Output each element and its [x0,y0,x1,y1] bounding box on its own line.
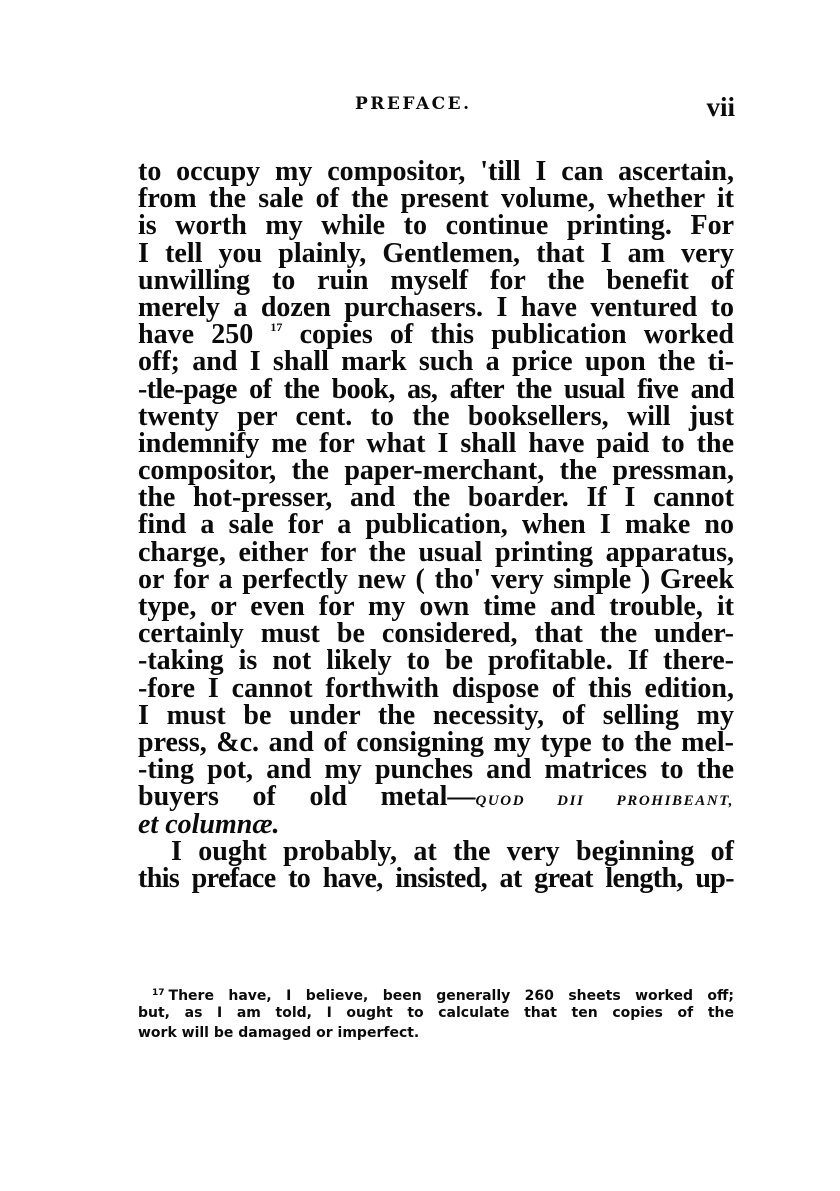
page-number: vii [706,92,735,122]
text-line: certainly must be considered, that the under- [138,618,734,650]
text-line: press, &c. and of consigning my type to the mel- [138,726,734,758]
footnote [138,983,734,1043]
footnote-mark: 17 [152,988,165,998]
paragraph-start-line: I ought probably, at the very beginning of [171,835,734,867]
text-line: merely a dozen purchasers. I have ventured to [138,291,734,323]
text-line: or for a perfectly new ( tho' very simple ) Greek [138,563,734,595]
text-line: -tle-page of the book, as, after the usual five and [138,373,734,405]
text-line: twenty per cent. to the booksellers, will just [138,400,734,432]
text-line-with-note-ref [138,319,735,351]
text-line: -taking is not likely to be profitable. If there- [138,645,734,677]
text-line: compositor, the paper-merchant, the pressman, [138,455,734,487]
page-title: PREFACE. [355,94,472,114]
text-line: charge, either for the usual printing apparatus, [138,536,734,568]
text-line: this preface to have, insisted, at great length, up- [138,862,734,894]
text-line: to occupy my compositor, 'till I can ascertain, [138,156,734,187]
text-line: is worth my while to continue printing. For [138,210,734,242]
text-line-suffix: copies of this publication worked [299,319,735,351]
text-line: indemnify me for what I shall have paid to the [138,427,734,459]
footnote-line: work will be damaged or imperfect. [138,1025,420,1041]
footnote-line [138,983,734,1003]
text-line: -ting pot, and my punches and matrices to the [138,754,734,786]
text-line-prefix: have 250 [138,319,254,351]
text-line: I must be under the necessity, of selling my [138,699,734,731]
text-line: et columnæ. [138,808,280,840]
text-line: the hot-presser, and the boarder. If I cannot [138,482,734,514]
text-line: type, or even for my own time and trouble, it [138,591,734,622]
text-line: unwilling to ruin myself for the benefit of [138,264,734,296]
text-line: I tell you plainly, Gentlemen, that I am very [138,237,734,269]
text-line-with-latin [138,781,734,813]
text-line: from the sale of the present volume, whether it [138,183,734,215]
text-line-prefix: buyers of old metal— [138,781,476,813]
footnote-reference: 17 [270,320,283,335]
latin-phrase: QUOD DII PROHIBEANT, [475,793,734,810]
footnote-text: There have, I believe, been generally 260 sheets worked off; [168,988,734,1004]
body-text [138,158,734,892]
text-line: off; and I shall mark such a price upon the ti- [138,346,734,378]
text-line: -fore I cannot forthwith dispose of this edition, [138,672,734,704]
text-line: find a sale for a publication, when I make no [138,509,734,541]
footnote-line: but, as I am told, I ought to calculate that ten copies of the [138,1005,734,1021]
running-head [135,94,735,124]
